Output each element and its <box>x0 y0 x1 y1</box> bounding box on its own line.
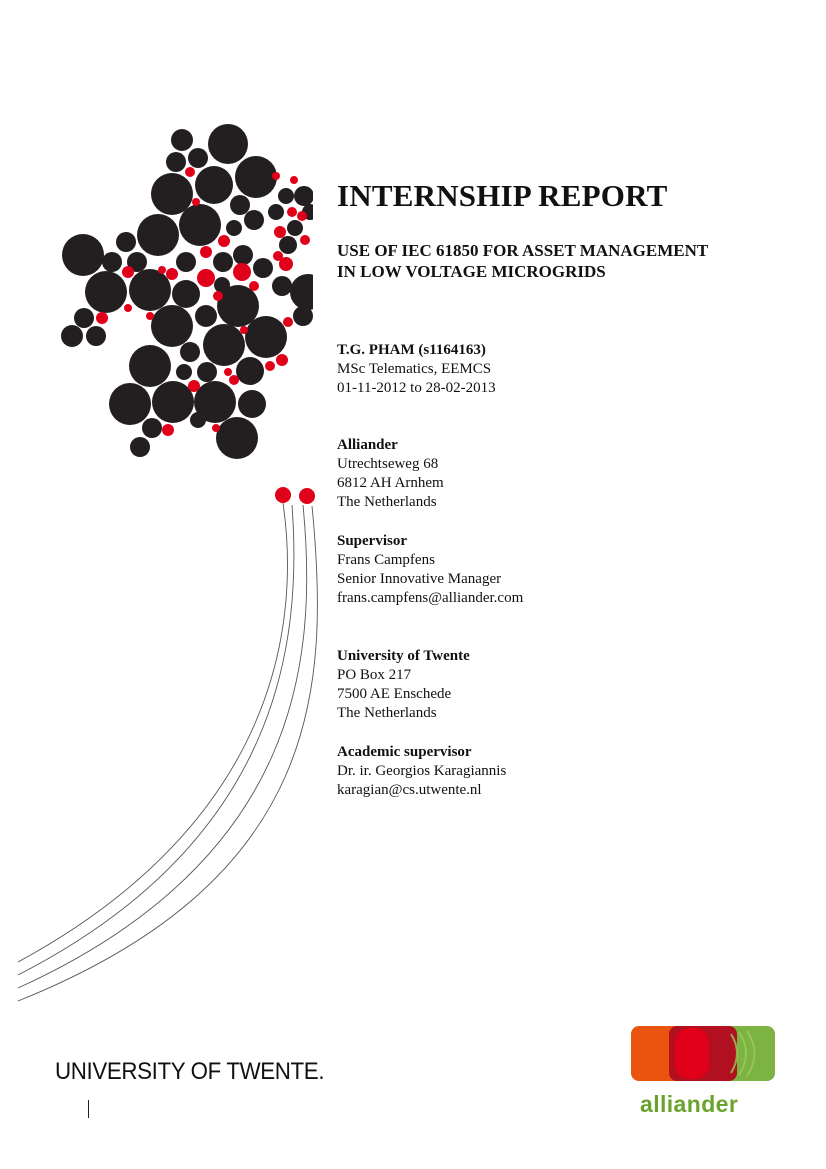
company-address-line: The Netherlands <box>337 494 437 510</box>
supervisor-block <box>337 532 523 608</box>
company-block <box>337 436 444 512</box>
curved-lines-graphic <box>18 503 317 1001</box>
company-address-line: Utrechtseweg 68 <box>337 456 439 472</box>
internship-period: 01-11-2012 to 28-02-2013 <box>337 380 496 396</box>
supervisor-heading: Supervisor <box>337 533 408 549</box>
supervisor-email: frans.campfens@alliander.com <box>337 590 524 606</box>
red-endpoint-dots <box>275 487 315 504</box>
university-address-line: PO Box 217 <box>337 667 412 683</box>
university-heading: University of Twente <box>337 648 470 664</box>
report-title: INTERNSHIP REPORT <box>337 178 668 213</box>
author-name: T.G. PHAM (s1164163) <box>337 342 486 358</box>
company-heading: Alliander <box>337 437 398 453</box>
report-subtitle <box>337 240 708 282</box>
subtitle-line: IN LOW VOLTAGE MICROGRIDS <box>337 262 606 281</box>
author-program: MSc Telematics, EEMCS <box>337 361 492 377</box>
supervisor-name: Frans Campfens <box>337 552 435 568</box>
subtitle-line: USE OF IEC 61850 FOR ASSET MANAGEMENT <box>337 241 709 260</box>
author-block <box>337 341 496 398</box>
university-of-twente-logo: UNIVERSITY OF TWENTE. <box>55 1058 325 1085</box>
university-address-line: 7500 AE Enschede <box>337 686 452 702</box>
supervisor-role: Senior Innovative Manager <box>337 571 502 587</box>
university-address-line: The Netherlands <box>337 705 437 721</box>
company-address-line: 6812 AH Arnhem <box>337 475 444 491</box>
university-block <box>337 647 470 723</box>
alliander-wordmark: alliander <box>640 1091 739 1117</box>
academic-supervisor-block <box>337 743 506 800</box>
academic-supervisor-email: karagian@cs.utwente.nl <box>337 782 482 798</box>
academic-supervisor-heading: Academic supervisor <box>337 744 472 760</box>
academic-supervisor-name: Dr. ir. Georgios Karagiannis <box>337 763 507 779</box>
circle-cluster-graphic <box>61 124 326 459</box>
page-marker <box>88 1100 89 1118</box>
